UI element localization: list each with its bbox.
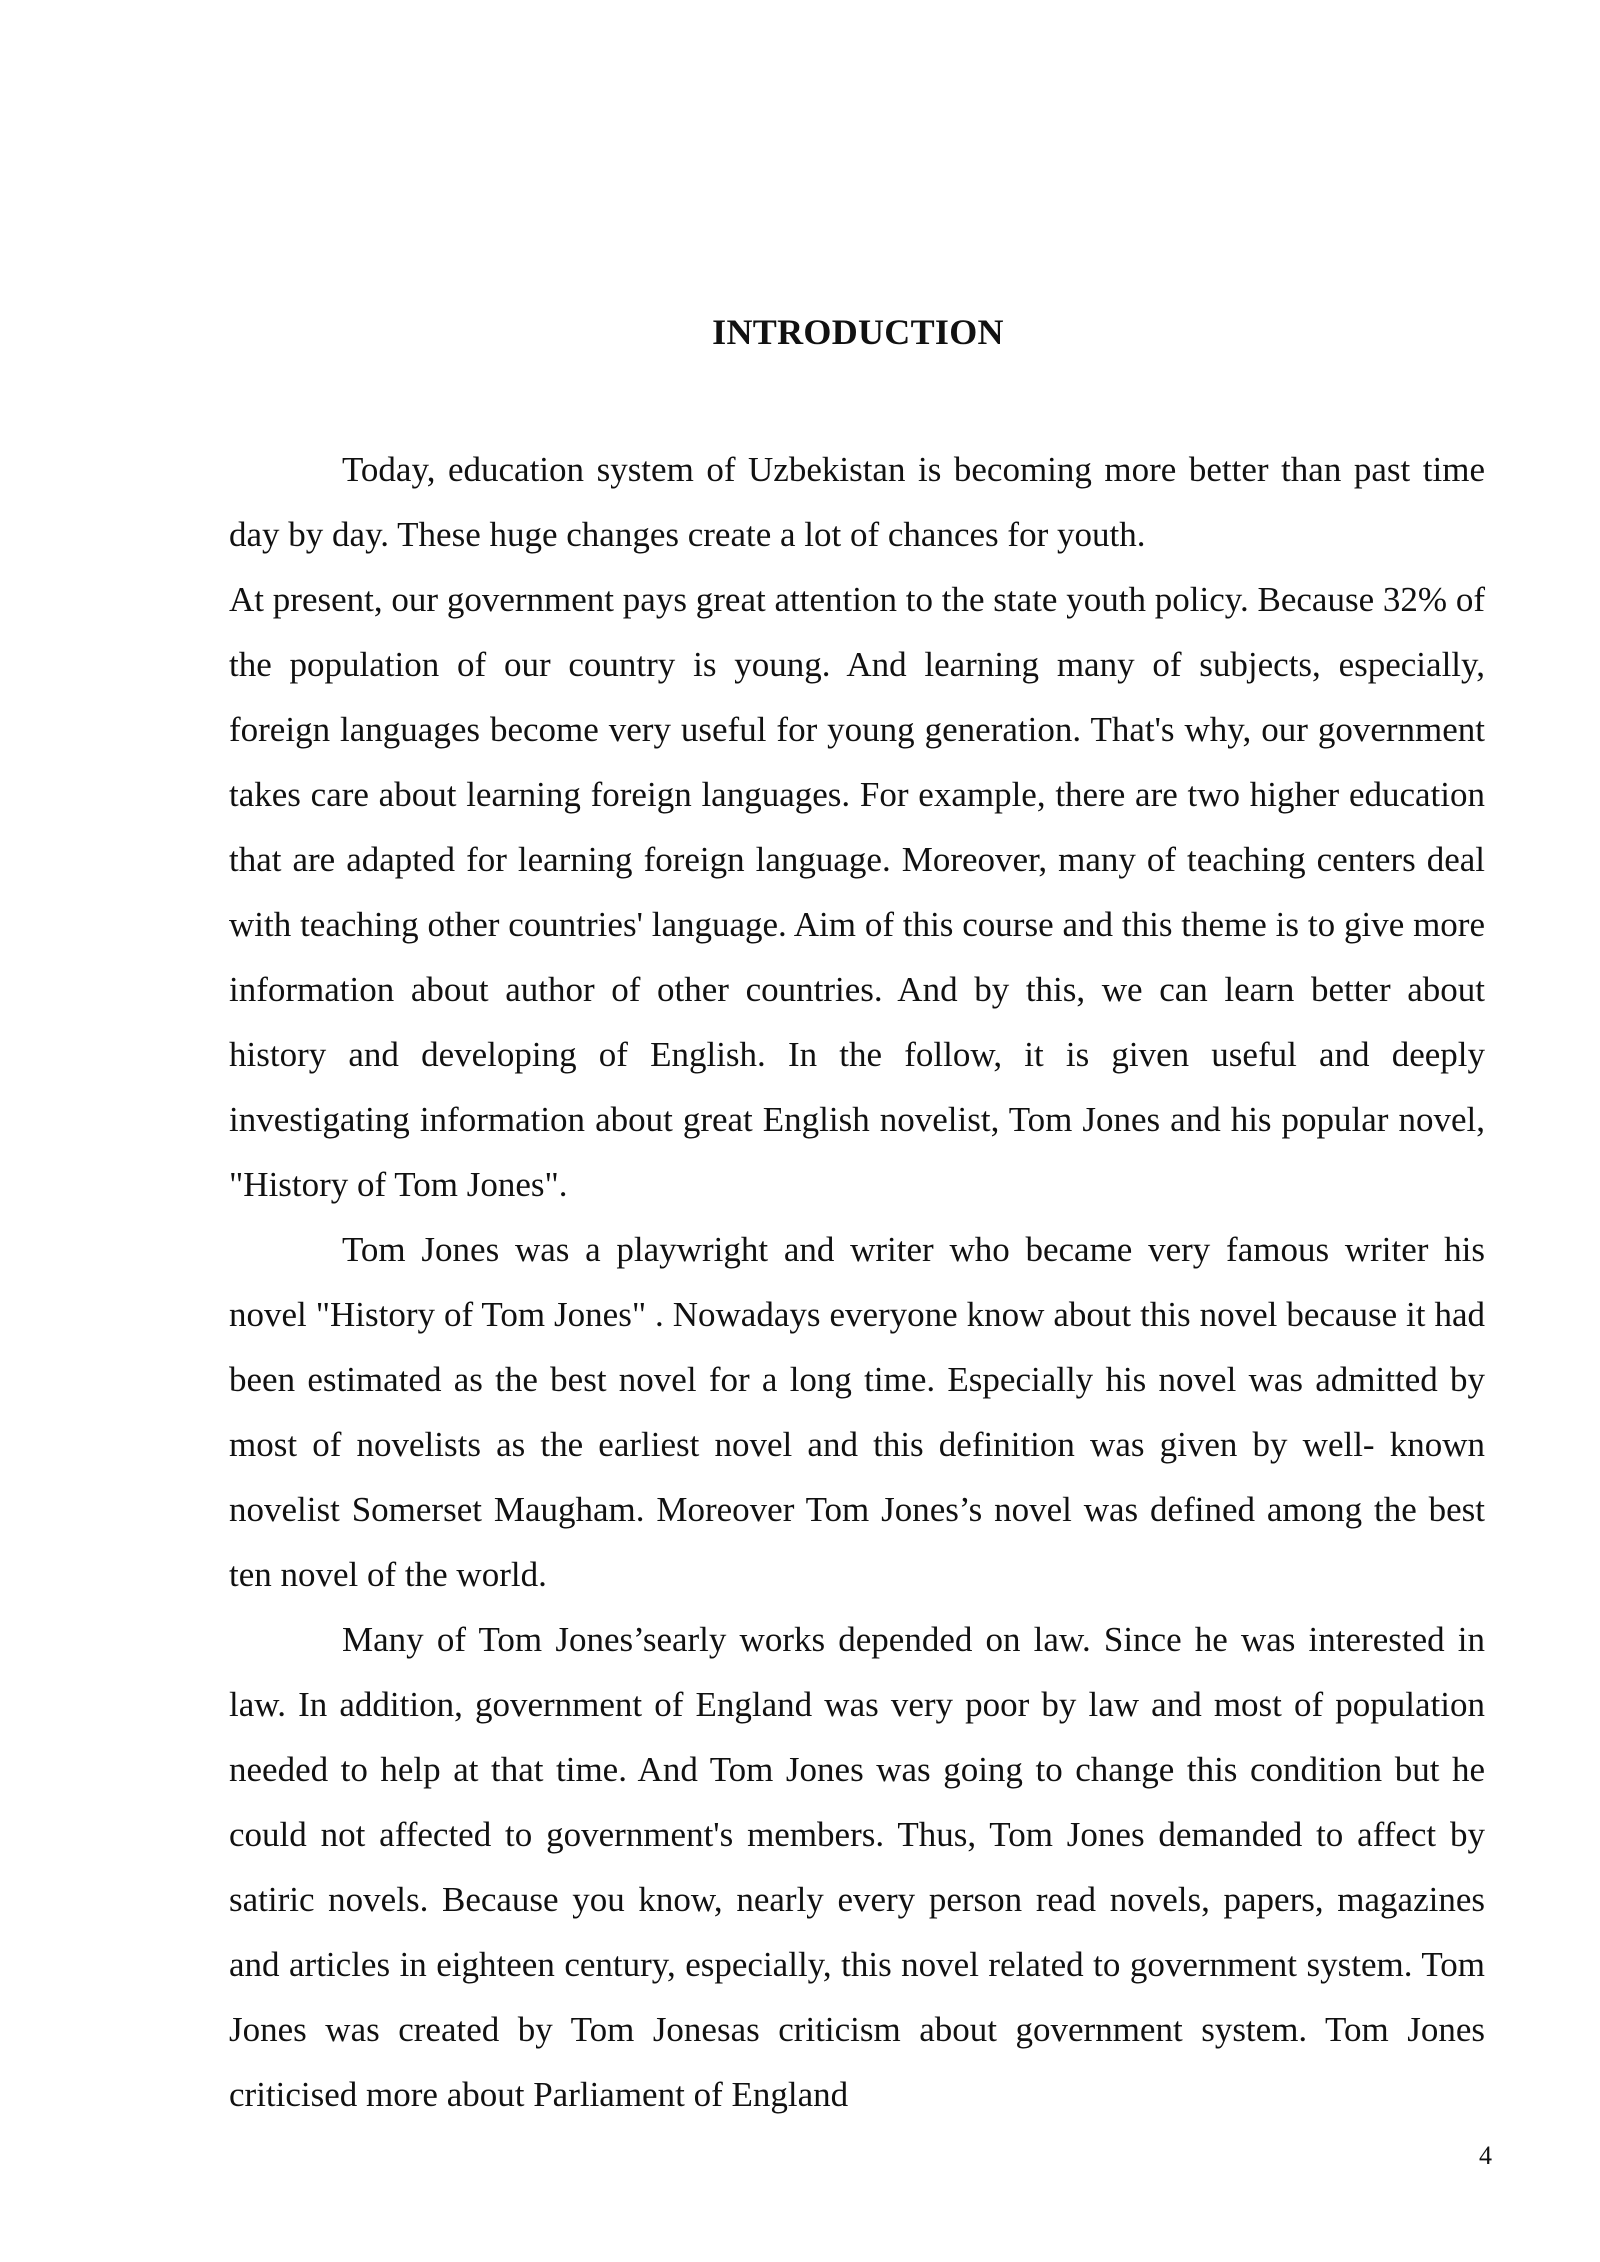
body-text [229, 437, 1485, 2127]
page-number: 4 [1479, 2141, 1492, 2170]
paragraph-tom-jones-novel: Tom Jones was a playwright and writer who became very famous writer his novel "History of Tom Jones" . Nowadays everyone know about this novel because it had been estimated as the best novel for a long time. Especially his novel was admitted by most of novelists as the earliest novel and this definition was given by well- known novelist Somerset Maugham. Moreover Tom Jones’s novel was defined among the best ten novel of the world. [229, 1230, 1485, 1594]
paragraph-youth-policy: At present, our government pays great attention to the state youth policy. Because 32% of the population of our country is young. And learning many of subjects, especially, foreign languages become very useful for young generation. That's why, our government takes care about learning foreign languages. For example, there are two higher education that are adapted for learning foreign language. Moreover, many of teaching centers deal with teaching other countries' language. Aim of this course and this theme is to give more information about author of other countries. And by this, we can learn better about history and developing of English. In the follow, it is given useful and deeply investigating information about great English novelist, Tom Jones and his popular novel, "History of Tom Jones". [229, 580, 1485, 1204]
paragraph-intro: Today, education system of Uzbekistan is becoming more better than past time day by day. These huge changes create a lot of chances for youth. [229, 450, 1485, 554]
paragraph-early-works: Many of Tom Jones’searly works depended on law. Since he was interested in law. In addition, government of England was very poor by law and most of population needed to help at that time. And Tom Jones was going to change this condition but he could not affected to government's members. Thus, Tom Jones demanded to affect by satiric novels. Because you know, nearly every person read novels, papers, magazines and articles in eighteen century, especially, this novel related to government system. Tom Jones was created by Tom Jonesas criticism about government system. Tom Jones criticised more about Parliament of England [229, 1620, 1485, 2114]
section-title: INTRODUCTION [712, 312, 1004, 352]
